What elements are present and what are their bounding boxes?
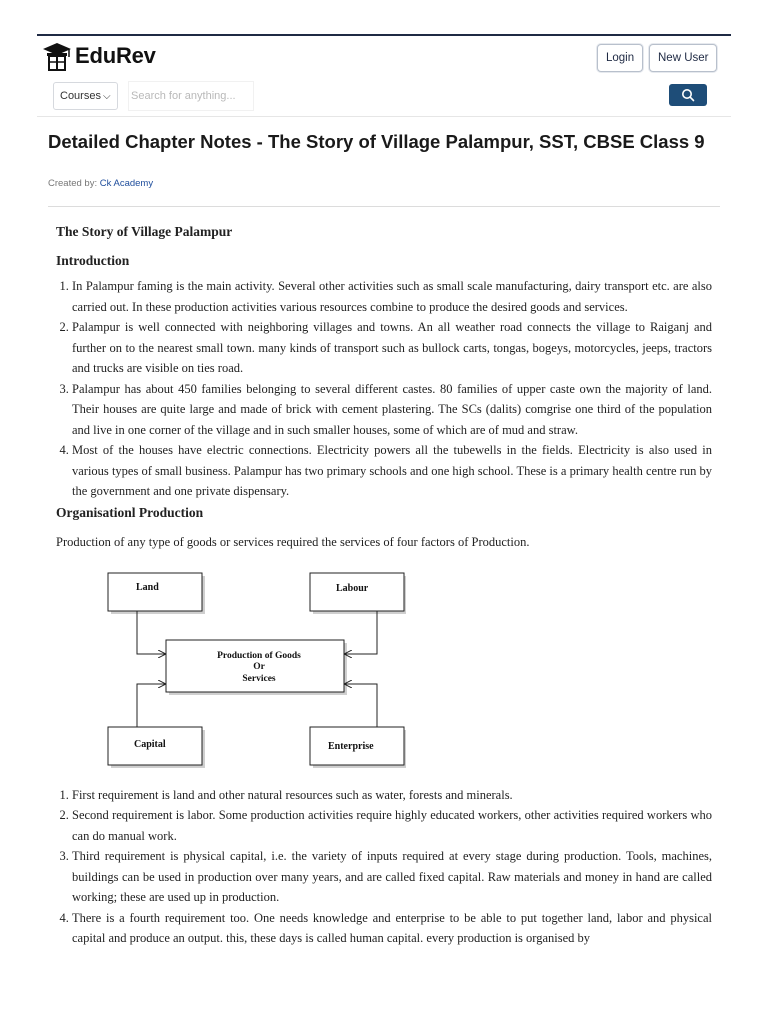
- enterprise-label: Enterprise: [328, 740, 374, 752]
- logo[interactable]: [41, 40, 156, 72]
- article-body: [56, 222, 712, 949]
- list-item: 3. Third requirement is physical capital, i.e. the variety of inputs required at every stage during production. Tools, machines, buildings can be used in production over many years, and are called fixed capital. Raw materials and money in hand are called working; these are used up in production.: [72, 846, 712, 908]
- list-item: 3. Palampur has about 450 families belonging to several different castes. 80 families of upper caste own the majority of land. Their houses are quite large and made of brick with cement plastering. The SCs (dalits) comgrise one third of the population and live in one corner of the village and in such smaller houses, some of which are of mud and straw.: [72, 379, 712, 441]
- land-label: Land: [136, 581, 159, 593]
- new-user-button[interactable]: New User: [649, 44, 717, 72]
- courses-label: Courses: [60, 90, 101, 102]
- page-title: Detailed Chapter Notes - The Story of Village Palampur, SST, CBSE Class 9: [48, 131, 705, 152]
- center-label-line2: Or: [253, 661, 265, 672]
- search-button[interactable]: [669, 84, 707, 106]
- article-heading: The Story of Village Palampur: [56, 224, 233, 239]
- list-item: 4. Most of the houses have electric connections. Electricity powers all the tubewells in the fields. Electricity is also used in various types of small business. Palampur has two primary schools and one high school. These is a primary health centre run by the government and one private dispensary.: [72, 440, 712, 502]
- requirements-list: [56, 785, 712, 949]
- land-arrow: [137, 611, 165, 654]
- list-item: 2. Palampur is well connected with neighboring villages and towns. An all weather road connects the village to Raiganj and further on to the nearest small town. many kinds of transport such as bullock carts, tongas, bogeys, motorcycles, jeeps, tractors and trucks are visible on ties road.: [72, 317, 712, 379]
- center-label-line1: Production of Goods: [217, 650, 301, 661]
- list-item: 1. First requirement is land and other natural resources such as water, forests and minerals.: [72, 785, 712, 806]
- labour-label: Labour: [336, 582, 369, 594]
- graduation-cap-icon: [41, 40, 73, 72]
- divider: [48, 206, 720, 207]
- diagram-svg: [106, 571, 406, 771]
- courses-dropdown[interactable]: [53, 82, 118, 110]
- logo-text: EduRev: [75, 43, 156, 68]
- author-link[interactable]: Ck Academy: [99, 178, 154, 189]
- author-line: [48, 178, 153, 189]
- intro-heading: Introduction: [56, 253, 130, 268]
- search-input[interactable]: [129, 82, 253, 110]
- factors-of-production-diagram: [106, 571, 406, 771]
- center-label-line3: Services: [242, 673, 276, 684]
- list-item: 4. There is a fourth requirement too. One needs knowledge and enterprise to be able to put together land, labor and physical capital and produce an output. this, these days is called human capital. every production is organised by: [72, 908, 712, 949]
- capital-label: Capital: [134, 738, 166, 750]
- search-icon: [681, 88, 695, 102]
- production-heading: Organisationl Production: [56, 504, 204, 520]
- production-paragraph: Production of any type of goods or services required the services of four factors of Production.: [56, 534, 530, 549]
- list-item: 1. In Palampur faming is the main activity. Several other activities such as small scale manufacturing, dairy transport etc. are also carried out. In these production activities various resources combine to produce the desired goods and services.: [72, 276, 712, 317]
- labour-arrow: [345, 611, 377, 654]
- capital-arrow: [137, 684, 165, 727]
- enterprise-arrow: [345, 684, 377, 727]
- list-item: 2. Second requirement is labor. Some production activities require highly educated workers, other activities required workers who can do manual work.: [72, 805, 712, 846]
- intro-list: [56, 276, 712, 502]
- site-header: [37, 36, 731, 117]
- created-by-prefix: Created by:: [48, 178, 98, 189]
- chevron-down-icon: ⌵: [102, 91, 111, 102]
- login-button[interactable]: Login: [597, 44, 643, 72]
